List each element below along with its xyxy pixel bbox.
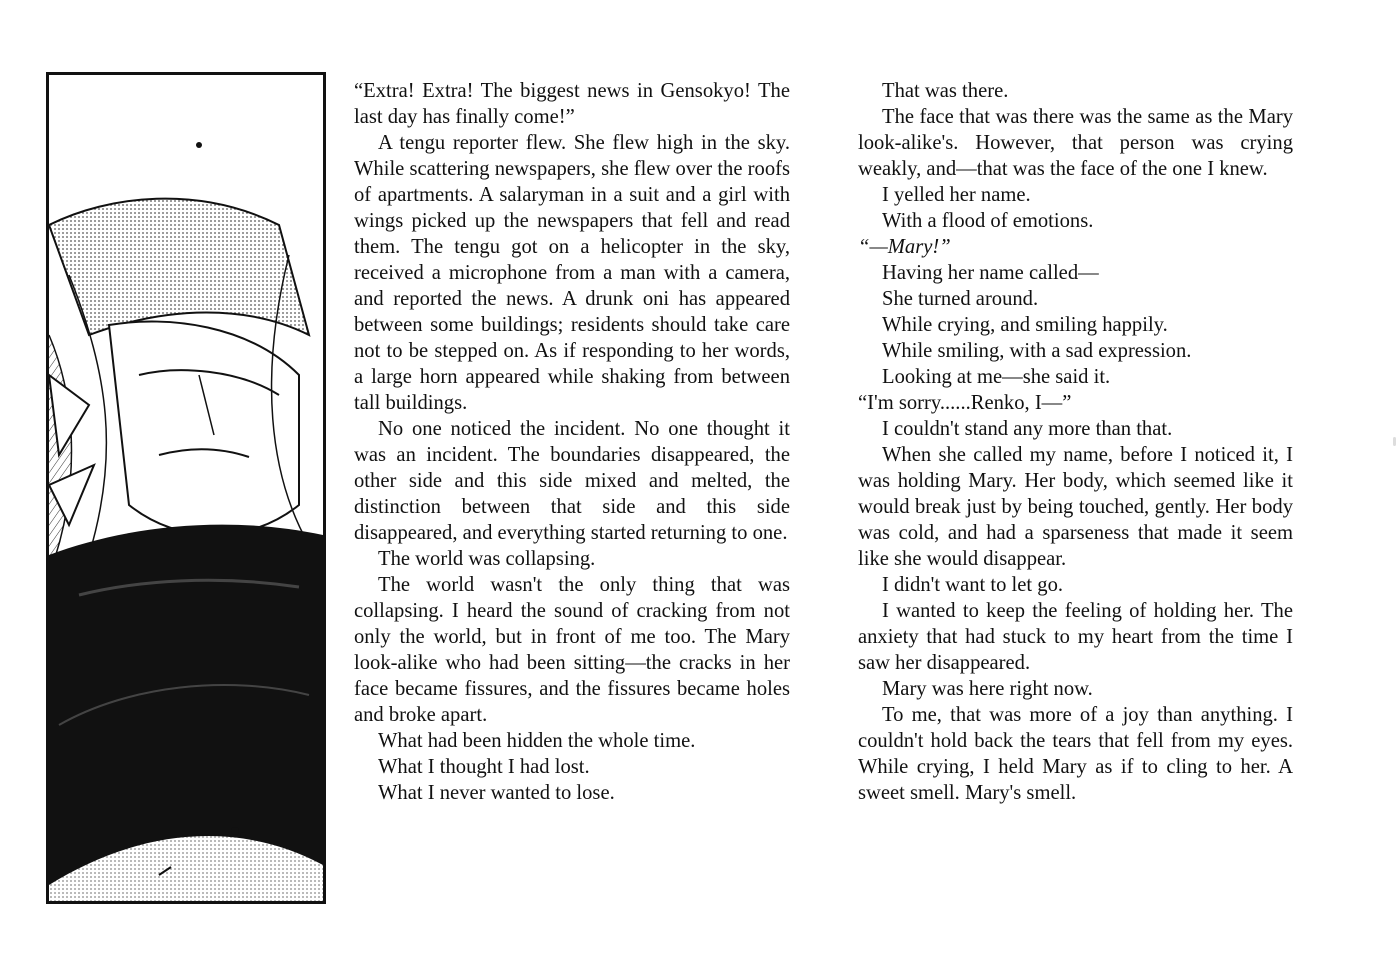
- paragraph: I couldn't stand any more than that.: [882, 418, 1173, 440]
- girl-with-hat-drawing: [49, 75, 323, 901]
- paragraph: With a flood of emotions.: [882, 210, 1094, 232]
- scan-artifact: [1393, 437, 1396, 446]
- paragraph: I yelled her name.: [882, 184, 1031, 206]
- paragraph: She turned around.: [882, 288, 1039, 310]
- paragraph: “Extra! Extra! The biggest news in Gensokyo! The last day has finally come!”: [354, 80, 790, 128]
- dialogue-line: “I'm sorry......Renko, I—”: [858, 392, 1072, 414]
- paragraph: Having her name called—: [882, 262, 1099, 284]
- paragraph: When she called my name, before I noticed it, I was holding Mary. Her body, which seemed like it would break just by being touched, gently. Her body was cold, and had a sparseness that made it seem like she would disappear.: [858, 444, 1293, 570]
- paragraph: Mary was here right now.: [882, 678, 1093, 700]
- paragraph: While crying, and smiling happily.: [882, 314, 1168, 336]
- paragraph: The world wasn't the only thing that was collapsing. I heard the sound of cracking from not only the world, but in front of me too. The Mary look-alike who had been sitting—the cracks in her face became fissures, and the fissures became holes and broke apart.: [354, 574, 790, 726]
- paragraph: To me, that was more of a joy than anything. I couldn't hold back the tears that fell from my eyes. While crying, I held Mary as if to cling to her. A sweet smell. Mary's smell.: [858, 704, 1293, 804]
- dialogue-line: “—Mary!”: [858, 236, 951, 258]
- paragraph: Looking at me—she said it.: [882, 366, 1111, 388]
- right-text-column: [858, 78, 1293, 806]
- paragraph: While smiling, with a sad expression.: [882, 340, 1192, 362]
- paragraph: What had been hidden the whole time.: [378, 730, 696, 752]
- paragraph: I didn't want to let go.: [882, 574, 1064, 596]
- manga-illustration: [46, 72, 326, 904]
- paragraph: What I never wanted to lose.: [378, 782, 615, 804]
- left-text-column: [354, 78, 790, 806]
- paragraph: What I thought I had lost.: [378, 756, 590, 778]
- paragraph: I wanted to keep the feeling of holding her. The anxiety that had stuck to my heart from the time I saw her disappeared.: [858, 600, 1293, 674]
- paragraph: The world was collapsing.: [378, 548, 596, 570]
- paragraph: That was there.: [882, 80, 1009, 102]
- paragraph: The face that was there was the same as the Mary look-alike's. However, that person was crying weakly, and—that was the face of the one I knew.: [858, 106, 1293, 180]
- paragraph: No one noticed the incident. No one thought it was an incident. The boundaries disappeared, the other side and this side mixed and melted, the distinction between that side and this side disappeared, and everything started returning to one.: [354, 418, 790, 544]
- paragraph: A tengu reporter flew. She flew high in the sky. While scattering newspapers, she flew over the roofs of apartments. A salaryman in a suit and a girl with wings picked up the newspapers that fell and read them. The tengu got on a helicopter in the sky, received a microphone from a man with a camera, and reported the news. A drunk oni has appeared between some buildings; residents should take care not to be stepped on. As if responding to her words, a large horn appeared while shaking from between tall buildings.: [354, 132, 790, 414]
